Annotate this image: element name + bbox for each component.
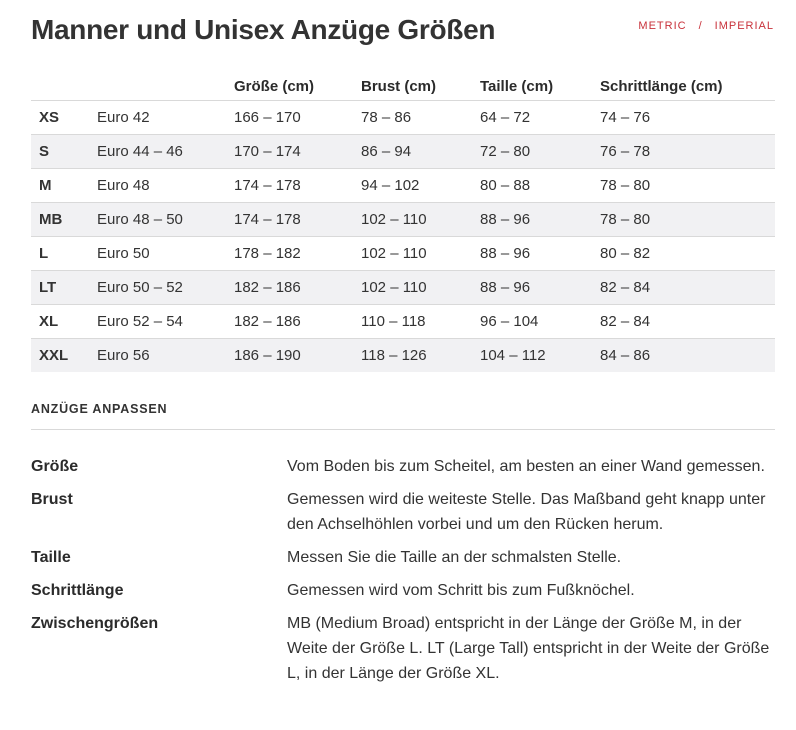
fit-item xyxy=(31,487,775,537)
schrittlaenge-value: 82 – 84 xyxy=(600,271,775,305)
fit-term: Zwischengrößen xyxy=(31,615,159,632)
table-row xyxy=(31,169,775,203)
table-row xyxy=(31,271,775,305)
groesse-value: 166 – 170 xyxy=(234,101,361,135)
taille-value: 88 – 96 xyxy=(480,237,600,271)
brust-value: 110 – 118 xyxy=(361,305,480,339)
imperial-link[interactable]: IMPERIAL xyxy=(714,20,774,32)
fit-description: MB (Medium Broad) entspricht in der Länge der Größe M, in der Weite der Größe L. LT (Large Tall) entspricht in der Weite der Größe L, in der Länge der Größe XL. xyxy=(287,615,770,682)
table-header-row xyxy=(31,72,775,101)
schrittlaenge-value: 78 – 80 xyxy=(600,169,775,203)
brust-value: 78 – 86 xyxy=(361,101,480,135)
brust-value: 102 – 110 xyxy=(361,203,480,237)
brust-value: 102 – 110 xyxy=(361,271,480,305)
fit-item xyxy=(31,578,775,603)
euro-size: Euro 44 – 46 xyxy=(97,135,234,169)
brust-value: 86 – 94 xyxy=(361,135,480,169)
size-code: L xyxy=(31,237,97,271)
taille-value: 64 – 72 xyxy=(480,101,600,135)
fit-description: Gemessen wird vom Schritt bis zum Fußknöchel. xyxy=(287,582,635,599)
header-euro xyxy=(97,72,234,101)
schrittlaenge-value: 84 – 86 xyxy=(600,339,775,373)
taille-value: 80 – 88 xyxy=(480,169,600,203)
size-code: LT xyxy=(31,271,97,305)
groesse-value: 182 – 186 xyxy=(234,305,361,339)
fit-item xyxy=(31,611,775,686)
taille-value: 96 – 104 xyxy=(480,305,600,339)
fit-term: Taille xyxy=(31,549,71,566)
euro-size: Euro 48 – 50 xyxy=(97,203,234,237)
table-row xyxy=(31,237,775,271)
unit-switcher xyxy=(638,20,774,32)
euro-size: Euro 56 xyxy=(97,339,234,373)
schrittlaenge-value: 76 – 78 xyxy=(600,135,775,169)
size-code: XL xyxy=(31,305,97,339)
euro-size: Euro 48 xyxy=(97,169,234,203)
header-taille: Taille (cm) xyxy=(480,72,600,101)
section-divider xyxy=(31,429,775,430)
schrittlaenge-value: 80 – 82 xyxy=(600,237,775,271)
fit-description: Gemessen wird die weiteste Stelle. Das Maßband geht knapp unter den Achselhöhlen vorbei und um den Rücken herum. xyxy=(287,491,766,533)
fit-term: Schrittlänge xyxy=(31,582,124,599)
table-row xyxy=(31,339,775,373)
size-code: M xyxy=(31,169,97,203)
header-brust: Brust (cm) xyxy=(361,72,480,101)
table-row xyxy=(31,135,775,169)
euro-size: Euro 50 xyxy=(97,237,234,271)
fit-item xyxy=(31,454,775,479)
fit-item xyxy=(31,545,775,570)
schrittlaenge-value: 82 – 84 xyxy=(600,305,775,339)
taille-value: 88 – 96 xyxy=(480,271,600,305)
fit-term: Brust xyxy=(31,491,73,508)
header-code xyxy=(31,72,97,101)
fit-description: Vom Boden bis zum Scheitel, am besten an einer Wand gemessen. xyxy=(287,458,765,475)
page-title: Manner und Unisex Anzüge Größen xyxy=(31,14,496,45)
table-row xyxy=(31,101,775,135)
brust-value: 102 – 110 xyxy=(361,237,480,271)
size-table xyxy=(31,72,775,372)
size-code: S xyxy=(31,135,97,169)
brust-value: 94 – 102 xyxy=(361,169,480,203)
euro-size: Euro 52 – 54 xyxy=(97,305,234,339)
euro-size: Euro 50 – 52 xyxy=(97,271,234,305)
table-row xyxy=(31,203,775,237)
schrittlaenge-value: 74 – 76 xyxy=(600,101,775,135)
groesse-value: 186 – 190 xyxy=(234,339,361,373)
groesse-value: 174 – 178 xyxy=(234,169,361,203)
groesse-value: 178 – 182 xyxy=(234,237,361,271)
taille-value: 88 – 96 xyxy=(480,203,600,237)
header-schrittlaenge: Schrittlänge (cm) xyxy=(600,72,775,101)
fit-term: Größe xyxy=(31,458,79,475)
euro-size: Euro 42 xyxy=(97,101,234,135)
taille-value: 104 – 112 xyxy=(480,339,600,373)
taille-value: 72 – 80 xyxy=(480,135,600,169)
brust-value: 118 – 126 xyxy=(361,339,480,373)
fit-description: Messen Sie die Taille an der schmalsten Stelle. xyxy=(287,549,622,566)
size-code: XXL xyxy=(31,339,97,373)
fit-definitions xyxy=(31,454,775,694)
header-groesse: Größe (cm) xyxy=(234,72,361,101)
size-code: XS xyxy=(31,101,97,135)
groesse-value: 174 – 178 xyxy=(234,203,361,237)
schrittlaenge-value: 78 – 80 xyxy=(600,203,775,237)
groesse-value: 182 – 186 xyxy=(234,271,361,305)
unit-separator: / xyxy=(698,20,703,32)
metric-link[interactable]: METRIC xyxy=(638,20,687,32)
table-row xyxy=(31,305,775,339)
groesse-value: 170 – 174 xyxy=(234,135,361,169)
size-code: MB xyxy=(31,203,97,237)
fit-section-title: ANZÜGE ANPASSEN xyxy=(31,402,168,416)
